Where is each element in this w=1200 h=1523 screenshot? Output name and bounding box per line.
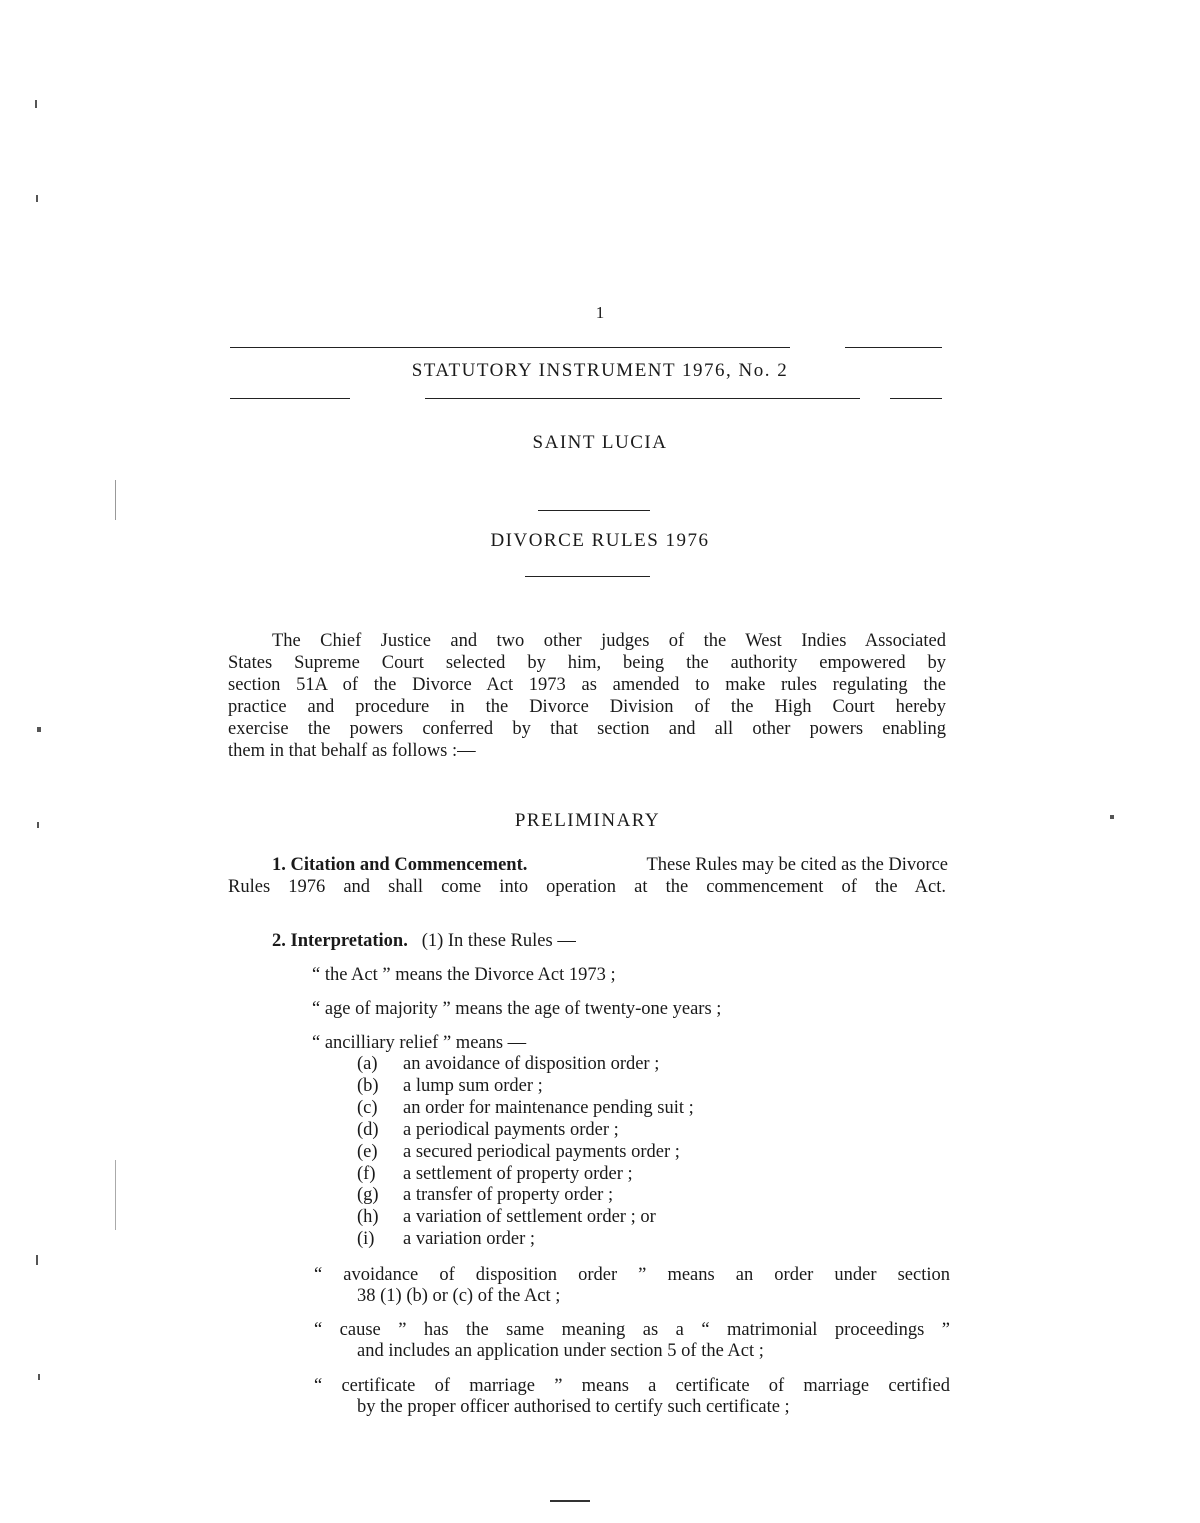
divider [230, 398, 350, 399]
definition: “ age of majority ” means the age of twenty-one years ; [312, 999, 722, 1019]
preamble-line: them in that behalf as follows :— [228, 741, 476, 761]
scan-speck [35, 100, 37, 108]
list-item: (d) a periodical payments order ; [357, 1119, 619, 1140]
divider [845, 347, 942, 348]
definition: by the proper officer authorised to certify such certificate ; [357, 1397, 790, 1417]
list-item: (g) a transfer of property order ; [357, 1185, 614, 1206]
definition: “ ancilliary relief ” means — [312, 1033, 527, 1053]
scan-speck [37, 822, 39, 828]
scan-speck [36, 195, 38, 202]
scan-speck [550, 1500, 590, 1502]
preamble-line: The Chief Justice and two other judges of the West Indies Associated [272, 631, 946, 651]
rule-text: These Rules may be cited as the Divorce [646, 855, 948, 875]
rule-text: (1) In these Rules — [421, 931, 576, 951]
scan-speck [38, 1374, 40, 1380]
divider [425, 398, 860, 399]
divider [890, 398, 942, 399]
preamble-line: practice and procedure in the Divorce Division of the High Court hereby [228, 697, 946, 717]
divider [525, 576, 650, 577]
list-item: (b) a lump sum order ; [357, 1075, 543, 1096]
page-number: 1 [595, 303, 605, 322]
definition: “ cause ” has the same meaning as a “ matrimonial proceedings ” [314, 1320, 950, 1340]
list-item: (e) a secured periodical payments order ; [357, 1141, 680, 1162]
list-item: (c) an order for maintenance pending suit ; [357, 1097, 694, 1118]
preamble-line: section 51A of the Divorce Act 1973 as amended to make rules regulating the [228, 675, 946, 695]
list-item: (a) an avoidance of disposition order ; [357, 1054, 660, 1074]
rule-heading: Citation and Commencement. [290, 855, 528, 875]
preamble-line: States Supreme Court selected by him, being the authority empowered by [228, 653, 946, 673]
preamble-line: exercise the powers conferred by that section and all other powers enabling [228, 719, 946, 739]
section-heading: PRELIMINARY [514, 810, 661, 831]
divider [538, 510, 650, 511]
list-item: (f) a settlement of property order ; [357, 1163, 633, 1184]
definition: “ avoidance of disposition order ” means an order under section [314, 1265, 950, 1285]
rule-text: Rules 1976 and shall come into operation at the commencement of the Act. [228, 877, 946, 897]
definition: 38 (1) (b) or (c) of the Act ; [357, 1286, 561, 1306]
scan-speck [37, 727, 41, 732]
divider [230, 347, 790, 348]
country-heading: SAINT LUCIA [532, 432, 668, 453]
scan-speck [115, 1160, 116, 1230]
definition: “ the Act ” means the Divorce Act 1973 ; [312, 965, 616, 985]
rule-number: 1. [272, 855, 286, 875]
ancillary-list [357, 1054, 694, 1251]
definition: “ certificate of marriage ” means a certificate of marriage certified [314, 1376, 950, 1396]
scan-speck [115, 480, 116, 520]
definition: and includes an application under section 5 of the Act ; [357, 1341, 764, 1361]
rule-heading: Interpretation. [290, 931, 408, 951]
list-item: (i) a variation order ; [357, 1229, 536, 1250]
rule-number: 2. [272, 931, 286, 951]
list-item: (h) a variation of settlement order ; or [357, 1207, 656, 1228]
rules-title: DIVORCE RULES 1976 [490, 530, 710, 551]
instrument-title: STATUTORY INSTRUMENT 1976, No. 2 [411, 360, 789, 381]
scan-speck [1110, 815, 1114, 819]
scan-speck [36, 1255, 38, 1265]
